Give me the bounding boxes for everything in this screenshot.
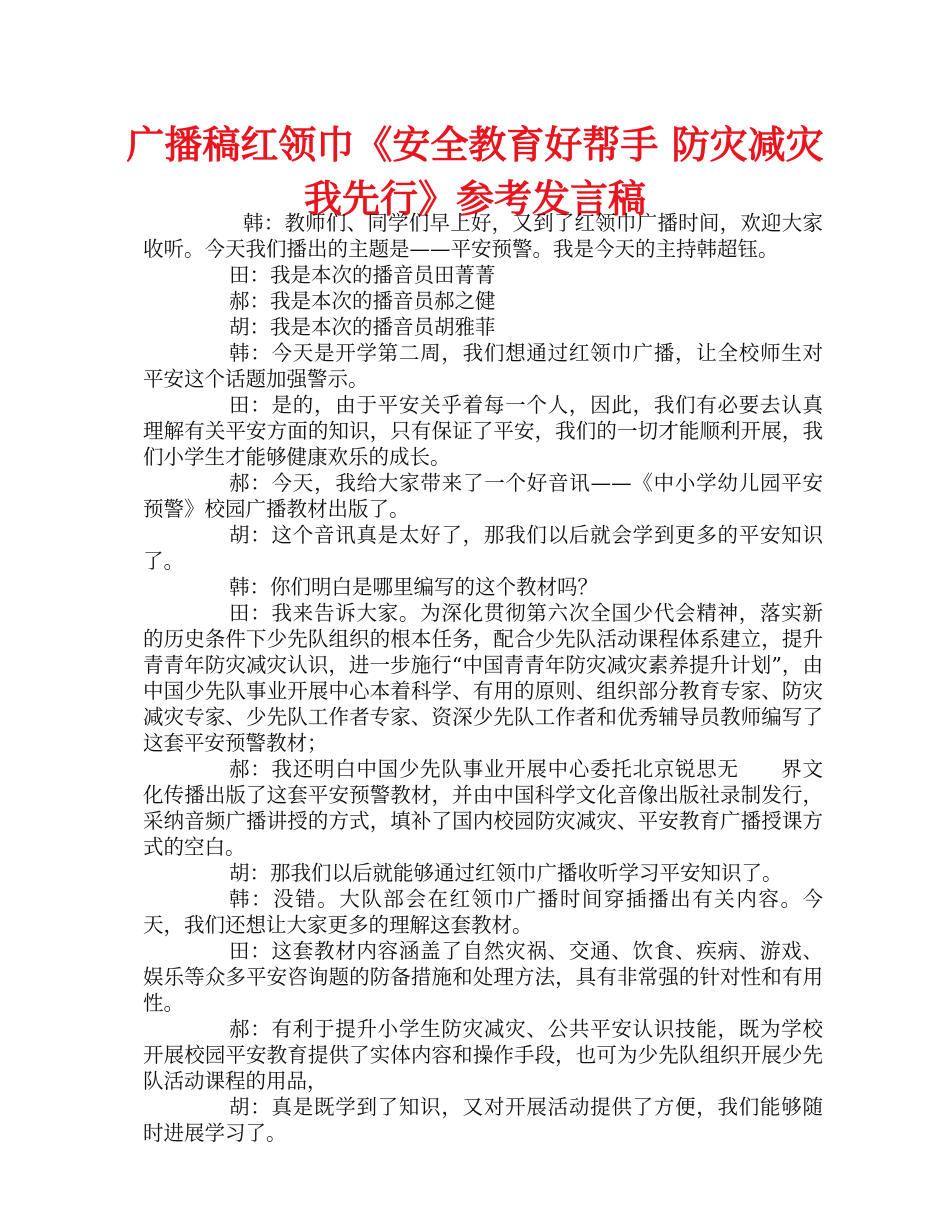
paragraph: 韩：教师们、同学们早上好，又到了红领巾广播时间，欢迎大家收听。今天我们播出的主题是——平安预警。我是今天的主持韩超钰。 xyxy=(143,211,823,261)
paragraph: 田：这套教材内容涵盖了自然灾祸、交通、饮食、疾病、游戏、娱乐等众多平安咨询题的防备措施和处理方法，具有非常强的针对性和有用性。 xyxy=(143,939,823,1015)
paragraph: 郝：今天，我给大家带来了一个好音讯——《中小学幼儿园平安预警》校园广播教材出版了。 xyxy=(143,471,823,521)
paragraph: 胡：我是本次的播音员胡雅菲 xyxy=(229,315,496,339)
paragraph: 田：是的，由于平安关乎着每一个人，因此，我们有必要去认真理解有关平安方面的知识，只有保证了平安，我们的一切才能顺利开展，我们小学生才能够健康欢乐的成长。 xyxy=(143,393,823,469)
paragraph: 韩：没错。大队部会在红领巾广播时间穿插播出有关内容。今天，我们还想让大家更多的理解这套教材。 xyxy=(143,887,823,937)
paragraph: 田：我是本次的播音员田菁菁 xyxy=(229,263,496,287)
paragraph: 田：我来告诉大家。为深化贯彻第六次全国少代会精神，落实新的历史条件下少先队组织的根本任务，配合少先队活动课程体系建立，提升青青年防灾减灾认识，进一步施行“中国青青年防灾减灾素养提升计划”，由中国少先队事业开展中心本着科学、有用的原则、组织部分教育专家、防灾减灾专家、少先队工作者专家、资深少先队工作者和优秀辅导员教师编写了这套平安预警教材； xyxy=(143,601,823,755)
paragraph: 韩：今天是开学第二周，我们想通过红领巾广播，让全校师生对平安这个话题加强警示。 xyxy=(143,341,823,391)
paragraph: 郝：我是本次的播音员郝之健 xyxy=(229,289,496,313)
document-body xyxy=(143,210,823,1146)
paragraph: 韩：你们明白是哪里编写的这个教材吗？ xyxy=(229,575,598,599)
paragraph: 胡：那我们以后就能够通过红领巾广播收听学习平安知识了。 xyxy=(229,861,783,885)
paragraph: 胡：真是既学到了知识，又对开展活动提供了方便，我们能够随时进展学习了。 xyxy=(143,1095,823,1145)
paragraph: 胡：这个音讯真是太好了，那我们以后就会学到更多的平安知识了。 xyxy=(143,523,823,573)
paragraph: 郝：我还明白中国少先队事业开展中心委托北京锐思无 界文化传播出版了这套平安预警教材，并由中国科学文化音像出版社录制发行，采纳音频广播讲授的方式，填补了国内校园防灾减灾、平安教育广播授课方式的空白。 xyxy=(143,757,823,859)
paragraph: 郝：有利于提升小学生防灾减灾、公共平安认识技能，既为学校开展校园平安教育提供了实体内容和操作手段，也可为少先队组织开展少先队活动课程的用品， xyxy=(143,1017,823,1093)
document-title: 广播稿红领巾《安全教育好帮手 防灾减灾我先行》参考发言稿 xyxy=(126,123,824,221)
